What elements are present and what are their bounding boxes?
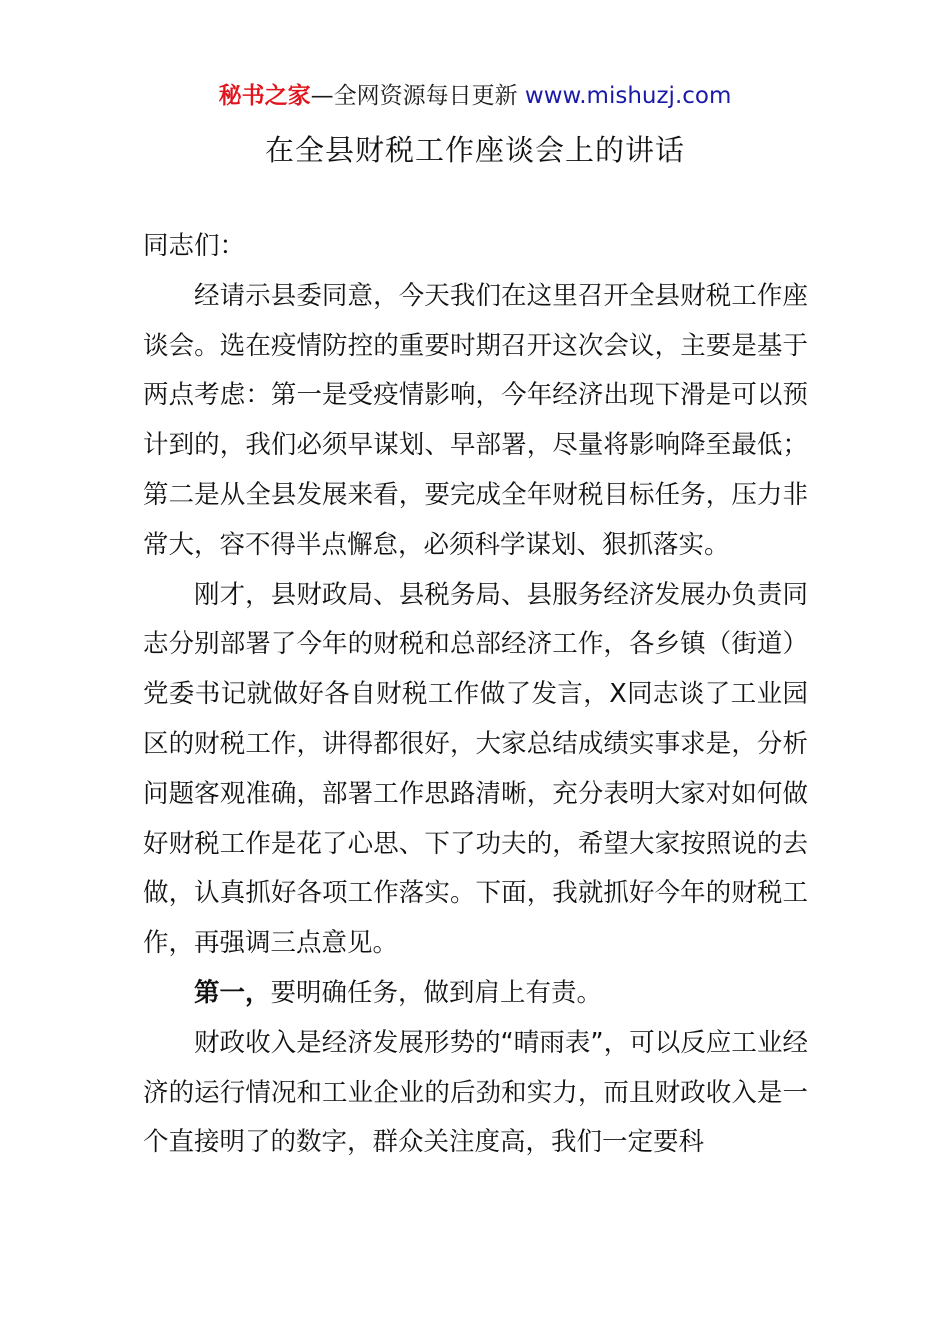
header-slogan: —全网资源每日更新 [310,83,518,109]
paragraph-3: 财政收入是经济发展形势的“晴雨表”，可以反应工业经济的运行情况和工业企业的后劲和实力，而且财政收入是一个直接明了的数字，群众关注度高，我们一定要科 [143,1027,808,1158]
point-lead: 第一， [194,977,271,1008]
paragraph-1: 经请示县委同意，今天我们在这里召开全县财税工作座谈会。选在疫情防控的重要时期召开这次会议，主要是基于两点考虑：第一是受疫情影响，今年经济出现下滑是可以预计到的，我们必须早谋划、早部署，尽量将影响降至最低；第二是从全县发展来看，要完成全年财税目标任务，压力非常大，容不得半点懈怠，必须科学谋划、狠抓落实。 [143,280,808,560]
site-url[interactable]: www.mishuzj.com [524,83,732,109]
point-text: 要明确任务，做到肩上有责。 [270,977,603,1008]
paragraph-2: 刚才，县财政局、县税务局、县服务经济发展办负责同志分别部署了今年的财税和总部经济工作，各乡镇（街道）党委书记就做好各自财税工作做了发言，X同志谈了工业园区的财税工作，讲得都很好，大家总结成绩实事求是，分析问题客观准确，部署工作思路清晰，充分表明大家对如何做好财税工作是花了心思、下了功夫的，希望大家按照说的去做，认真抓好各项工作落实。下面，我就抓好今年的财税工作，再强调三点意见。 [143,579,808,959]
site-header [0,80,950,112]
document-body [143,222,808,1168]
brand-name: 秘书之家 [218,83,311,109]
point-heading-1 [143,969,808,1019]
document-title: 在全县财税工作座谈会上的讲话 [264,133,685,167]
salutation: 同志们： [143,231,246,261]
